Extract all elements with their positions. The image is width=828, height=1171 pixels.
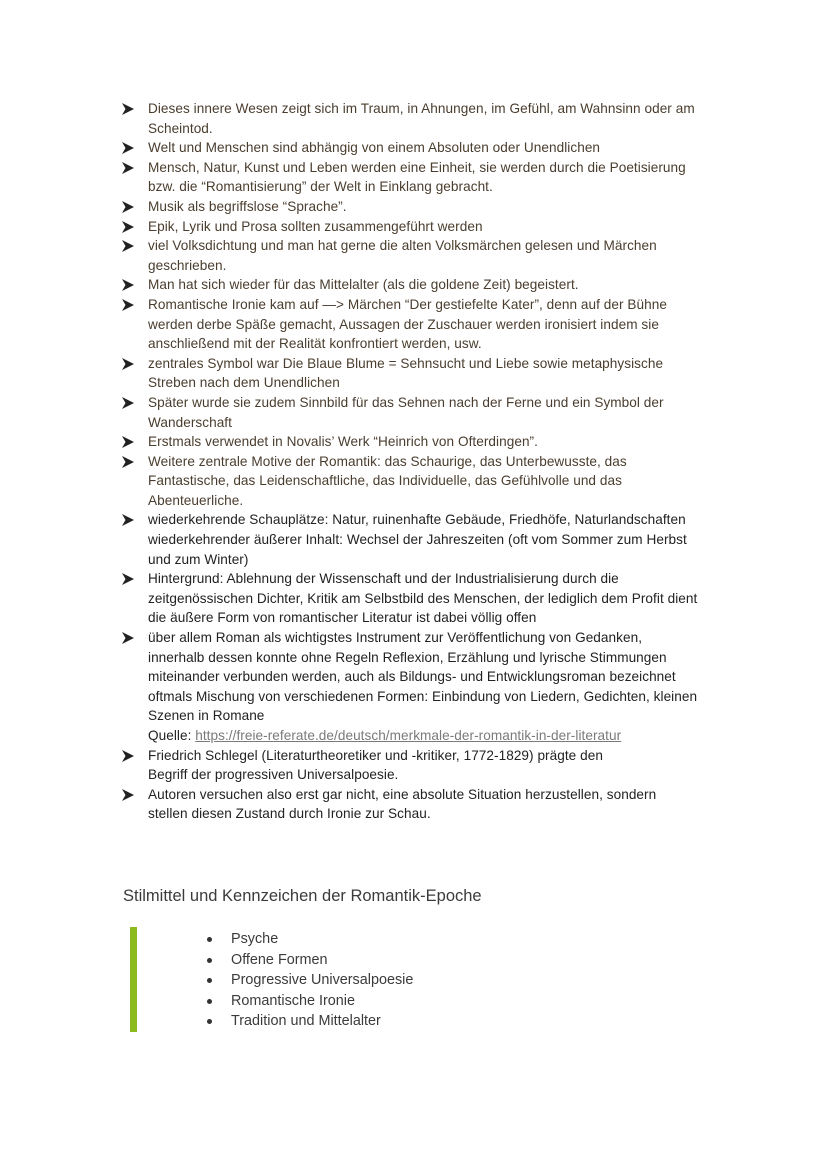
bullet-text-line: Weitere zentrale Motive der Romantik: das Schaurige, das Unterbewusste, das	[148, 453, 627, 469]
bullet-text-line: miteinander verbunden werden, auch als Bildungs- und Entwicklungsroman bezeichnet	[148, 669, 676, 685]
arrow-bullet-icon	[122, 436, 134, 448]
arrow-bullet-icon	[122, 573, 134, 585]
arrow-bullet-icon	[122, 103, 134, 115]
section-heading: Stilmittel und Kennzeichen der Romantik-Epoche	[123, 887, 482, 905]
source-line	[148, 726, 734, 746]
bullet-text-line: Musik als begriffslose “Sprache”.	[148, 198, 347, 214]
bullet-text-line: Mensch, Natur, Kunst und Leben werden eine Einheit, sie werden durch die Poetisierung	[148, 159, 686, 175]
bullet-dot-icon	[207, 1019, 212, 1024]
arrow-bullet-icon	[122, 397, 134, 409]
bullet-text-line: Abenteuerliche.	[148, 492, 244, 508]
list-item	[122, 510, 734, 569]
bullet-text-line: Erstmals verwendet in Novalis’ Werk “Heinrich von Ofterdingen”.	[148, 434, 538, 450]
bullet-text-line: Szenen in Romane	[148, 708, 265, 724]
bullet-text-line: Epik, Lyrik und Prosa sollten zusammengeführt werden	[148, 218, 483, 234]
source-link[interactable]: https://freie-referate.de/deutsch/merkmale-der-romantik-in-der-literatur	[195, 728, 622, 743]
feature-list	[205, 929, 413, 1032]
list-item	[122, 432, 734, 452]
bullet-text-line: die äußere Form von romantischer Literatur ist dabei völlig offen	[148, 610, 537, 626]
list-item	[122, 99, 734, 138]
bullet-dot-icon	[207, 999, 212, 1004]
bullet-dot-icon	[207, 958, 212, 963]
bullet-text-line: Wanderschaft	[148, 414, 232, 430]
bullet-text-line: viel Volksdichtung und man hat gerne die alten Volksmärchen gelesen und Märchen	[148, 238, 657, 254]
arrow-bullet-icon	[122, 632, 134, 644]
bullet-text-line: und zum Winter)	[148, 551, 249, 567]
bullet-text-line: Scheintod.	[148, 120, 213, 136]
bullet-text-line: Fantastische, das Leidenschaftliche, das Individuelle, das Gefühlvolle und das	[148, 473, 622, 489]
bullet-dot-icon	[207, 937, 212, 942]
bullet-text-line: Später wurde sie zudem Sinnbild für das Sehnen nach der Ferne und ein Symbol der	[148, 394, 664, 410]
list-item	[205, 991, 413, 1012]
list-item	[122, 393, 734, 432]
source-label: Quelle:	[148, 728, 196, 743]
bullet-text-line: geschrieben.	[148, 257, 227, 273]
bullet-text-line: wiederkehrender äußerer Inhalt: Wechsel der Jahreszeiten (oft vom Sommer zum Herbst	[148, 532, 687, 548]
arrow-bullet-icon	[122, 279, 134, 291]
list-item	[205, 929, 413, 950]
bullet-dot-icon	[207, 978, 212, 983]
feature-label: Progressive Universalpoesie	[231, 972, 414, 988]
feature-label: Psyche	[231, 931, 279, 947]
bullet-text-line: Dieses innere Wesen zeigt sich im Traum, in Ahnungen, im Gefühl, am Wahnsinn oder am	[148, 101, 695, 116]
arrow-bullet-icon	[122, 299, 134, 311]
arrow-bullet-icon	[122, 201, 134, 213]
bullet-text-line: oftmals Mischung von verschiedenen Formen: Einbindung von Liedern, Gedichten, kleinen	[148, 688, 698, 704]
bullet-text-line: Friedrich Schlegel (Literaturtheoretiker und -kritiker, 1772-1829) prägte den	[148, 747, 603, 763]
bullet-text-line: wiederkehrende Schauplätze: Natur, ruinenhafte Gebäude, Friedhöfe, Naturlandschaften	[148, 512, 686, 528]
bullet-text-line: Welt und Menschen sind abhängig von einem Absoluten oder Unendlichen	[148, 140, 601, 156]
list-item	[122, 628, 734, 746]
list-item	[122, 217, 734, 237]
bullet-text-line: Hintergrund: Ablehnung der Wissenschaft und der Industrialisierung durch die	[148, 571, 619, 587]
arrow-bullet-icon	[122, 221, 134, 233]
list-item	[205, 950, 413, 971]
list-item	[122, 158, 734, 197]
list-item	[122, 138, 734, 158]
bullet-text-line: Man hat sich wieder für das Mittelalter (als die goldene Zeit) begeistert.	[148, 277, 579, 293]
bullet-text-line: Streben nach dem Unendlichen	[148, 375, 340, 391]
bullet-text-line: Autoren versuchen also erst gar nicht, eine absolute Situation herzustellen, sondern	[148, 786, 657, 802]
arrow-bullet-icon	[122, 750, 134, 762]
bullet-text-line: stellen diesen Zustand durch Ironie zur Schau.	[148, 806, 431, 822]
list-item	[122, 569, 734, 628]
list-item	[122, 197, 734, 217]
list-item	[122, 452, 734, 511]
arrow-bullet-icon	[122, 162, 134, 174]
bullet-text-line: zentrales Symbol war Die Blaue Blume = Sehnsucht und Liebe sowie metaphysische	[148, 355, 664, 371]
list-item	[122, 746, 734, 785]
bullet-text-line: zeitgenössischen Dichter, Kritik am Selbstbild des Menschen, der lediglich dem Profit dient	[148, 590, 698, 606]
bullet-text-line: anschließend mit der Realität konfrontiert werden, usw.	[148, 336, 482, 352]
list-item	[122, 785, 734, 824]
feature-label: Tradition und Mittelalter	[231, 1013, 381, 1029]
feature-label: Offene Formen	[231, 951, 328, 968]
arrow-bullet-icon	[122, 789, 134, 801]
list-item	[122, 354, 734, 393]
list-item	[122, 236, 734, 275]
bullet-text-line: innerhalb dessen konnte ohne Regeln Reflexion, Erzählung und lyrische Stimmungen	[148, 649, 667, 665]
bullet-text-line: Begriff der progressiven Universalpoesie.	[148, 767, 399, 783]
bullet-text-line: werden derbe Späße gemacht, Aussagen der Zuschauer werden ironisiert indem sie	[148, 316, 659, 332]
list-item	[205, 1011, 413, 1032]
bullet-text-line: über allem Roman als wichtigstes Instrument zur Veröffentlichung von Gedanken,	[148, 630, 643, 646]
arrow-bullet-icon	[122, 456, 134, 468]
list-item	[122, 295, 734, 354]
feature-label: Romantische Ironie	[231, 992, 355, 1009]
bullet-list	[122, 99, 734, 824]
accent-bar	[130, 927, 137, 1032]
bullet-text-line: bzw. die “Romantisierung” der Welt in Einklang gebracht.	[148, 179, 493, 195]
arrow-bullet-icon	[122, 514, 134, 526]
list-item	[205, 970, 413, 991]
arrow-bullet-icon	[122, 142, 134, 154]
arrow-bullet-icon	[122, 358, 134, 370]
arrow-bullet-icon	[122, 240, 134, 252]
list-item	[122, 275, 734, 295]
bullet-text-line: Romantische Ironie kam auf —> Märchen “Der gestiefelte Kater”, denn auf der Bühne	[148, 296, 667, 312]
